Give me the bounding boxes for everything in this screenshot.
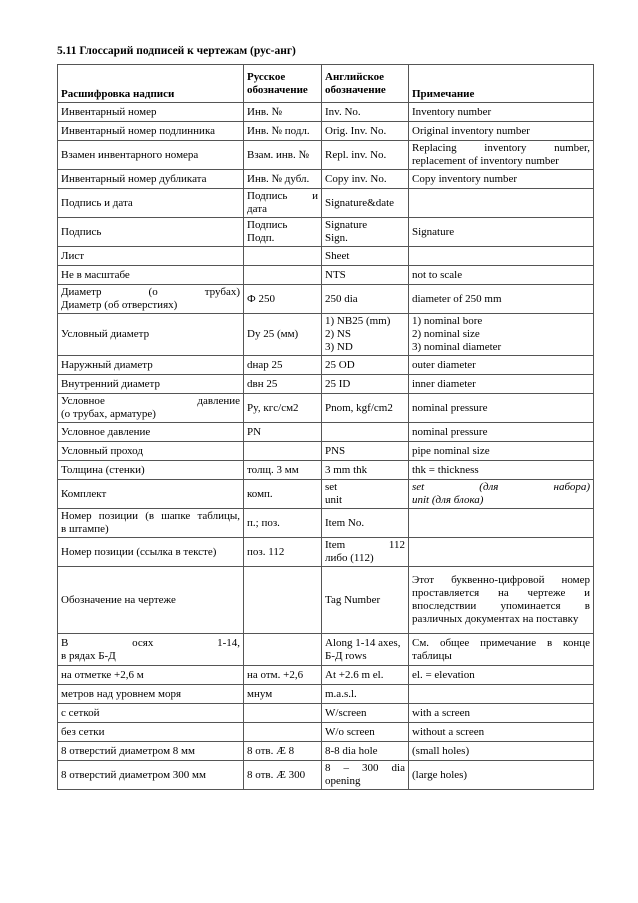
cell-line: without a screen [412,725,485,738]
cell-line: Copy inventory number [412,172,518,185]
cell-line: Не в масштабе [61,268,130,281]
table-row [58,423,594,442]
table-cell [409,634,594,666]
cell-line: Условное давление [61,395,240,407]
table-cell [244,314,322,356]
table-row [58,285,594,314]
cell-line: 8 отв. Æ 8 [247,744,295,757]
table-cell [409,170,594,189]
table-row [58,122,594,141]
table-cell [244,218,322,247]
cell-line: 1) nominal bore [412,315,483,327]
table-cell [58,356,244,375]
cell-line [247,726,318,739]
table-cell [58,567,244,634]
cell-line: Orig. Inv. No. [325,124,387,137]
table-cell [322,394,409,423]
table-cell [409,394,594,423]
table-cell [322,704,409,723]
cell-line: метров над уровнем моря [61,687,182,700]
table-row [58,461,594,480]
cell-line: Sheet [325,249,350,262]
cell-line: п.; поз. [247,516,280,529]
cell-line: без сетки [61,725,105,738]
cell-line: el. = elevation [412,668,475,681]
cell-line: 8 отверстий диаметром 300 мм [61,768,206,781]
cell-line: unit [325,494,343,506]
cell-line: Along 1-14 axes, [325,636,401,649]
table-cell [409,375,594,394]
table-cell [244,266,322,285]
table-cell [409,723,594,742]
table-cell [409,314,594,356]
cell-line: комп. [247,487,273,500]
cell-line: (small holes) [412,744,470,757]
cell-line: на отметке +2,6 м [61,668,144,681]
cell-line: Условный диаметр [61,328,150,340]
cell-line: Подпись [247,219,288,231]
cell-line: Inventory number [412,105,492,118]
table-cell [322,103,409,122]
table-cell [409,189,594,218]
table-row [58,723,594,742]
table-cell [322,567,409,634]
header-cell-2 [322,65,409,103]
cell-line: Расшифровка надписи [61,88,175,100]
table-cell [322,538,409,567]
cell-line: Обозначение на чертеже [61,593,176,606]
table-cell [58,189,244,218]
table-cell [322,189,409,218]
table-row [58,356,594,375]
table-cell [244,285,322,314]
cell-line: Sign. [325,232,348,244]
cell-line: Комплект [61,487,107,500]
cell-line: Item No. [325,516,365,529]
table-cell [58,723,244,742]
table-row [58,742,594,761]
table-row [58,314,594,356]
cell-line: Инв. № дубл. [247,172,310,185]
table-cell [409,103,594,122]
table-cell [409,442,594,461]
cell-line: с сеткой [61,706,100,719]
table-cell [322,742,409,761]
cell-line: 2) nominal size [412,328,480,340]
cell-line: Подпись [61,225,102,238]
table-row [58,634,594,666]
cell-line: replacement of inventory number [412,155,559,167]
table-cell [322,141,409,170]
cell-line [412,546,590,559]
cell-line: Примечание [412,88,475,100]
cell-line: (о трубах, арматуре) [61,408,156,420]
section-title: 5.11 Глоссарий подписей к чертежам (рус-анг) [57,45,296,57]
cell-line: таблицы [412,649,452,662]
table-cell [58,634,244,666]
cell-line: dнар 25 [247,358,283,371]
table-cell [244,666,322,685]
cell-line: в рядах Б-Д [61,649,116,662]
table-cell [409,742,594,761]
table-row [58,266,594,285]
table-cell [244,423,322,442]
cell-line: обозначение [247,83,308,96]
table-cell [409,423,594,442]
table-cell [244,685,322,704]
table-cell [322,218,409,247]
cell-line: inner diameter [412,377,476,390]
cell-line [247,707,318,720]
table-cell [58,509,244,538]
table-cell [58,480,244,509]
cell-line: 3 mm thk [325,463,368,476]
table-cell [244,141,322,170]
table-cell [409,247,594,266]
cell-line: Repl. inv. No. [325,148,387,161]
cell-line: Диаметр (о трубах) [61,286,240,298]
cell-line [412,517,590,530]
table-cell [58,103,244,122]
table-cell [322,761,409,790]
table-row [58,704,594,723]
table-row [58,538,594,567]
table-cell [322,314,409,356]
table-row [58,666,594,685]
cell-line: Pnom, kgf/cm2 [325,401,393,414]
cell-line: 3) nominal diameter [412,341,502,353]
table-cell [322,356,409,375]
cell-line [325,426,405,439]
table-cell [322,509,409,538]
cell-line: 8 отверстий диаметром 8 мм [61,744,195,757]
table-cell [244,761,322,790]
cell-line: Наружный диаметр [61,358,153,371]
cell-line: outer diameter [412,358,476,371]
table-cell [322,685,409,704]
table-cell [322,247,409,266]
table-cell [409,509,594,538]
cell-line: 25 OD [325,358,355,371]
header-cell-1 [244,65,322,103]
cell-line: В осях 1-14, [61,636,240,649]
cell-line: См. общее примечание в конце [412,636,590,649]
cell-line: Подпись и [247,190,318,202]
table-cell [58,423,244,442]
table-cell [58,141,244,170]
cell-line: 2) NS [325,328,351,340]
table-cell [58,742,244,761]
cell-line: nominal pressure [412,425,488,438]
cell-line: pipe nominal size [412,444,490,457]
table-cell [244,509,322,538]
table-cell [409,285,594,314]
table-cell [244,442,322,461]
table-row [58,567,594,634]
cell-line: 8 отв. Æ 300 [247,768,306,781]
table-cell [322,266,409,285]
cell-line [412,197,590,210]
cell-line: PN [247,425,262,438]
cell-line: дата [247,203,268,215]
table-cell [58,761,244,790]
cell-line: Взамен инвентарного номера [61,148,199,161]
table-cell [58,122,244,141]
cell-line: 250 dia [325,292,358,305]
table-cell [244,103,322,122]
cell-line: Dy 25 (мм) [247,328,299,340]
cell-line: not to scale [412,268,463,281]
table-cell [409,704,594,723]
cell-line: dвн 25 [247,377,278,390]
table-cell [58,247,244,266]
table-cell [322,375,409,394]
cell-line: толщ. 3 мм [247,463,299,476]
cell-line: At +2.6 m el. [325,668,384,681]
table-row [58,141,594,170]
table-cell [58,218,244,247]
table-row [58,218,594,247]
table-cell [409,266,594,285]
table-row [58,394,594,423]
table-cell [244,394,322,423]
table-cell [409,761,594,790]
table-cell [58,538,244,567]
table-row [58,103,594,122]
cell-line: Inv. No. [325,105,361,118]
cell-line: (large holes) [412,768,468,781]
cell-line: Толщина (стенки) [61,463,145,476]
table-cell [244,704,322,723]
cell-line: Original inventory number [412,124,530,137]
table-row [58,375,594,394]
table-cell [322,285,409,314]
cell-line: Этот буквенно-цифровой номер [412,574,590,586]
table-row [58,189,594,218]
table-cell [409,480,594,509]
cell-line: nominal pressure [412,401,488,414]
cell-line: PNS [325,444,346,457]
table-cell [244,742,322,761]
table-cell [244,538,322,567]
table-cell [409,666,594,685]
table-cell [409,461,594,480]
table-cell [244,375,322,394]
table-cell [244,247,322,266]
cell-line [247,445,318,458]
cell-line: Диаметр (об отверстиях) [61,299,178,311]
cell-line: thk = thickness [412,463,479,476]
header-row [58,65,594,103]
table-cell [409,141,594,170]
table-row [58,509,594,538]
table-cell [322,480,409,509]
cell-line: на отм. +2,6 [247,668,304,681]
table-cell [244,567,322,634]
cell-line: m.a.s.l. [325,687,357,700]
table-cell [322,122,409,141]
table-cell [244,634,322,666]
table-cell [409,218,594,247]
cell-line: мнум [247,687,273,700]
cell-line: в штампе) [61,523,109,535]
cell-line: Signature [412,225,455,238]
table-cell [58,461,244,480]
cell-line [412,688,590,701]
table-row [58,761,594,790]
table-cell [244,170,322,189]
cell-line: set (для набора) [412,481,590,493]
table-cell [244,189,322,218]
cell-line: обозначение [325,83,386,96]
table-row [58,480,594,509]
table-cell [244,356,322,375]
cell-line: различных документах на поставку [412,613,579,625]
cell-line: Py, кгс/см2 [247,401,299,414]
cell-line: Условное давление [61,425,151,438]
cell-line: Подпись и дата [61,196,133,209]
table-cell [58,442,244,461]
cell-line: Подп. [247,232,275,244]
table-cell [322,723,409,742]
cell-line: Инвентарный номер подлинника [61,124,215,137]
table-body [58,103,594,790]
cell-line: Номер позиции (в шапке таблицы, [61,510,240,522]
cell-line: with a screen [412,706,471,719]
table-cell [322,423,409,442]
table-cell [58,170,244,189]
cell-line: Copy inv. No. [325,172,387,185]
cell-line: впоследствии упоминается в [412,600,590,612]
cell-line [247,594,318,607]
cell-line: Инв. № подл. [247,124,310,137]
cell-line: проставляется на чертеже и [412,587,590,599]
table-cell [322,442,409,461]
cell-line: Инвентарный номер дубликата [61,172,207,185]
table-row [58,170,594,189]
cell-line: Условный проход [61,444,143,457]
cell-line: Б-Д rows [325,649,367,662]
table-cell [322,461,409,480]
cell-line [247,643,318,656]
table-cell [409,685,594,704]
glossary-table [57,64,594,790]
table-cell [409,567,594,634]
table-cell [244,480,322,509]
cell-line: 8 – 300 dia [325,762,405,774]
table-row [58,442,594,461]
table-cell [58,704,244,723]
cell-line: Инвентарный номер [61,105,157,118]
cell-line: Внутренний диаметр [61,377,160,390]
cell-line [247,269,318,282]
table-cell [244,122,322,141]
cell-line: Tag Number [325,593,381,606]
cell-line: 1) NB25 (mm) [325,315,391,327]
table-cell [244,723,322,742]
cell-line: Номер позиции (ссылка в тексте) [61,545,217,558]
header-cell-3 [409,65,594,103]
table-row [58,247,594,266]
table-cell [322,170,409,189]
table-cell [58,394,244,423]
table-cell [58,285,244,314]
cell-line: Русское [247,70,286,83]
cell-line: Signature&date [325,196,395,209]
table-cell [58,375,244,394]
table-cell [58,685,244,704]
table-cell [322,634,409,666]
cell-line: Ф 250 [247,292,275,305]
table-cell [322,666,409,685]
cell-line: Signature [325,219,368,231]
cell-line: Лист [61,249,85,262]
cell-line: Английское [325,70,385,83]
table-cell [244,461,322,480]
cell-line: unit (для блока) [412,494,484,506]
table-cell [58,266,244,285]
table-cell [409,538,594,567]
table-cell [409,122,594,141]
cell-line: Replacing inventory number, [412,142,590,154]
table-cell [58,666,244,685]
cell-line: 3) ND [325,341,353,353]
cell-line [412,250,590,263]
cell-line: Item 112 [325,539,405,551]
cell-line: diameter of 250 mm [412,292,502,305]
table-cell [58,314,244,356]
cell-line: NTS [325,268,346,281]
cell-line: set [325,481,338,493]
cell-line: 25 ID [325,377,351,390]
cell-line: W/o screen [325,725,375,738]
cell-line [247,250,318,263]
cell-line: либо (112) [325,552,374,564]
table-cell [409,356,594,375]
cell-line: поз. 112 [247,545,285,558]
cell-line: W/screen [325,706,367,719]
cell-line: opening [325,775,361,787]
table-row [58,685,594,704]
cell-line: Инв. № [247,105,283,118]
header-cell-0 [58,65,244,103]
cell-line: Взам. инв. № [247,148,309,161]
cell-line: 8-8 dia hole [325,744,378,757]
